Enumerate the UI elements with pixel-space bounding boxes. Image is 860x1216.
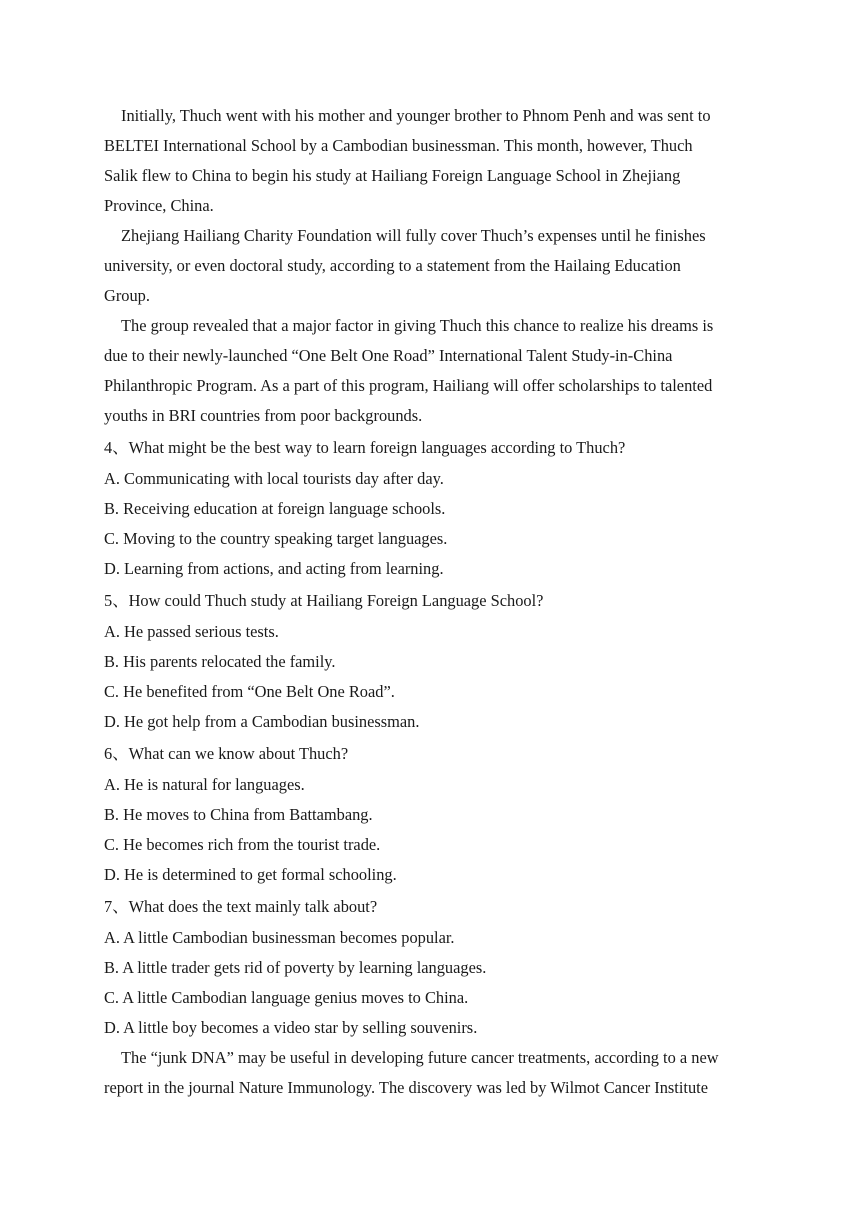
answer-option: A. He is natural for languages. (104, 775, 305, 794)
passage-paragraph-2 (104, 221, 754, 311)
passage-line: youths in BRI countries from poor backgrounds. (104, 406, 423, 425)
passage-line: report in the journal Nature Immunology. The discovery was led by Wilmot Cancer Institute (104, 1078, 708, 1097)
question-stem: 5、How could Thuch study at Hailiang Foreign Language School? (104, 591, 544, 610)
question-6 (104, 737, 754, 890)
passage-paragraph-3 (104, 311, 754, 431)
passage-line: The group revealed that a major factor in giving Thuch this chance to realize his dreams is (121, 316, 714, 335)
passage-line: due to their newly-launched “One Belt One Road” International Talent Study-in-China (104, 346, 673, 365)
answer-option: C. He becomes rich from the tourist trade. (104, 835, 381, 854)
passage-line: The “junk DNA” may be useful in developing future cancer treatments, according to a new (121, 1048, 719, 1067)
answer-option: A. He passed serious tests. (104, 622, 279, 641)
answer-option: B. A little trader gets rid of poverty by learning languages. (104, 958, 487, 977)
passage-line: Zhejiang Hailiang Charity Foundation will fully cover Thuch’s expenses until he finishes (121, 226, 706, 245)
passage-line: Salik flew to China to begin his study at Hailiang Foreign Language School in Zhejiang (104, 166, 681, 185)
passage-paragraph-next (104, 1043, 754, 1103)
answer-option: D. He is determined to get formal schooling. (104, 865, 397, 884)
passage-line: Initially, Thuch went with his mother and younger brother to Phnom Penh and was sent to (121, 106, 711, 125)
passage-line: BELTEI International School by a Cambodian businessman. This month, however, Thuch (104, 136, 693, 155)
answer-option: A. Communicating with local tourists day after day. (104, 469, 444, 488)
passage-line: Province, China. (104, 196, 214, 215)
answer-option: A. A little Cambodian businessman becomes popular. (104, 928, 455, 947)
answer-option: B. Receiving education at foreign language schools. (104, 499, 446, 518)
question-4 (104, 431, 754, 584)
answer-option: D. A little boy becomes a video star by selling souvenirs. (104, 1018, 478, 1037)
answer-option: C. Moving to the country speaking target languages. (104, 529, 448, 548)
answer-option: B. He moves to China from Battambang. (104, 805, 373, 824)
answer-option: B. His parents relocated the family. (104, 652, 336, 671)
question-7 (104, 890, 754, 1043)
answer-option: D. Learning from actions, and acting from learning. (104, 559, 444, 578)
passage-line: Philanthropic Program. As a part of this program, Hailiang will offer scholarships to talented (104, 376, 713, 395)
question-stem: 4、What might be the best way to learn foreign languages according to Thuch? (104, 438, 626, 457)
question-stem: 7、What does the text mainly talk about? (104, 897, 378, 916)
answer-option: D. He got help from a Cambodian businessman. (104, 712, 420, 731)
passage-paragraph-1 (104, 101, 754, 221)
document-page (104, 101, 754, 1103)
answer-option: C. A little Cambodian language genius moves to China. (104, 988, 469, 1007)
passage-line: Group. (104, 286, 150, 305)
passage-line: university, or even doctoral study, according to a statement from the Hailaing Education (104, 256, 681, 275)
question-stem: 6、What can we know about Thuch? (104, 744, 349, 763)
question-5 (104, 584, 754, 737)
answer-option: C. He benefited from “One Belt One Road”. (104, 682, 395, 701)
